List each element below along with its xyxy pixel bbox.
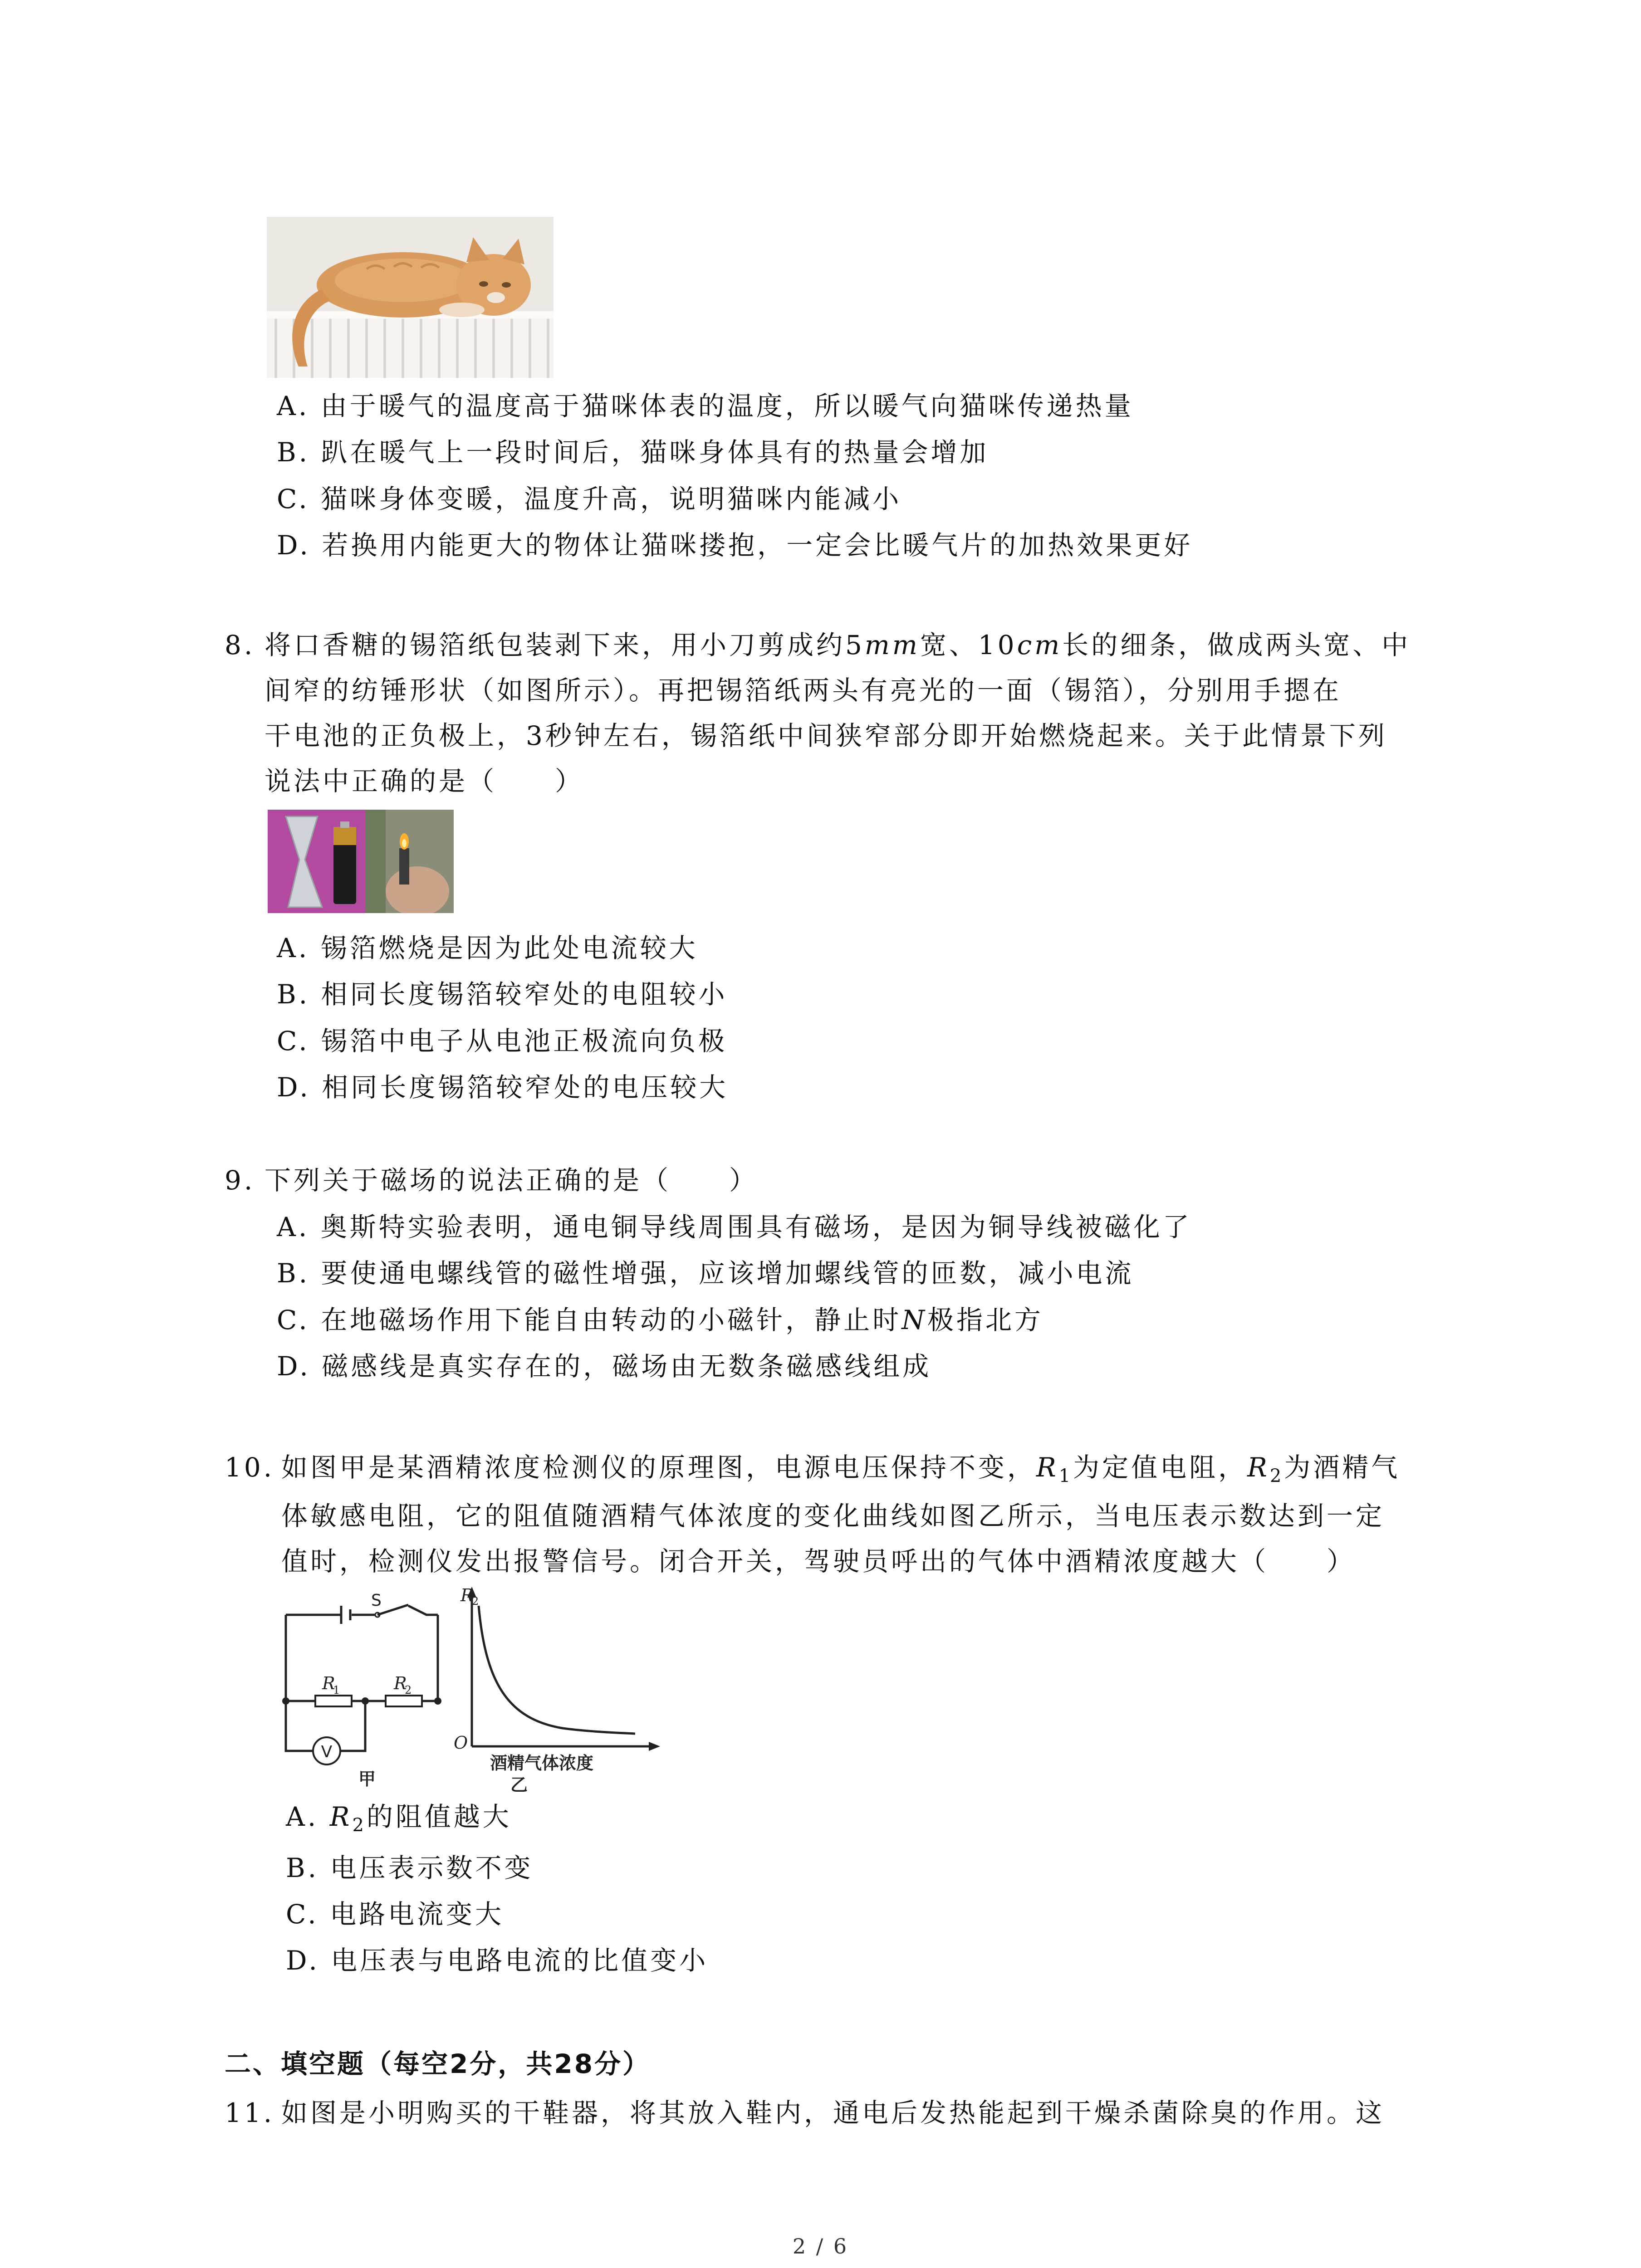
q7-option-d: D. 若换用内能更大的物体让猫咪搂抱，一定会比暖气片的加热效果更好 [277,530,1193,561]
q10-number: 10. [225,1452,275,1483]
cat-on-radiator-image [267,217,554,378]
q9-option-b: B. 要使通电螺线管的磁性增强，应该增加螺线管的匝数，减小电流 [277,1258,1134,1289]
q9-stem: 下列关于磁场的说法正确的是（ ） [265,1165,759,1196]
tin-foil-battery-image [268,810,454,913]
fig-jia-label: 甲 [358,1769,376,1789]
voltmeter-label: V [321,1743,333,1761]
q8-stem-line1: 将口香糖的锡箔纸包装剥下来，用小刀剪成约5mm宽、10cm长的细条，做成两头宽、中 [265,630,1411,660]
r2-label: R [394,1673,407,1693]
r1-sub: 1 [333,1684,340,1696]
graph-y-axis-label: R [460,1585,474,1605]
q10-option-a: A. $R_2$的阻值越大 [286,1801,512,1836]
q9-option-c: C. 在地磁场作用下能自由转动的小磁针，静止时N极指北方 [277,1305,1043,1335]
q10-option-b: B. 电压表示数不变 [286,1853,534,1883]
q10-option-c: C. 电路电流变大 [286,1899,505,1930]
r1-label: R [322,1673,335,1693]
section-2-title: 二、填空题（每空2分，共28分） [225,2048,651,2079]
q10-circuit-and-graph [272,1583,662,1792]
q7-option-a: A. 由于暖气的温度高于猫咪体表的温度，所以暖气向猫咪传递热量 [277,391,1134,421]
q9-option-d: D. 磁感线是真实存在的，磁场由无数条磁感线组成 [277,1351,932,1382]
r2-sub: 2 [405,1684,412,1696]
switch-label: S [371,1591,382,1610]
page-number: 2 / 6 [792,2234,849,2258]
q10-stem-line1: 如图甲是某酒精浓度检测仪的原理图，电源电压保持不变，$R_1$为定值电阻，$R_2$为酒精气 [281,1452,1401,1486]
q8-stem-line4: 说法中正确的是（ ） [265,766,584,797]
graph-origin-label: O [454,1733,468,1753]
graph-y-axis-sub: 2 [472,1595,479,1608]
q9-number: 9. [225,1165,255,1196]
q8-stem-line2: 间窄的纺锤形状（如图所示）。再把锡箔纸两头有亮光的一面（锡箔），分别用手摁在 [265,675,1342,706]
q7-option-b: B. 趴在暖气上一段时间后，猫咪身体具有的热量会增加 [277,437,989,468]
q10-stem-line3: 值时，检测仪发出报警信号。闭合开关，驾驶员呼出的气体中酒精浓度越大（ ） [281,1546,1356,1577]
q11-stem-line1: 如图是小明购买的干鞋器，将其放入鞋内，通电后发热能起到干燥杀菌除臭的作用。这 [281,2097,1385,2128]
q8-option-d: D. 相同长度锡箔较窄处的电压较大 [277,1072,729,1103]
q8-stem-line3: 干电池的正负极上，3秒钟左右，锡箔纸中间狭窄部分即开始燃烧起来。关于此情景下列 [265,720,1387,751]
q9-option-a: A. 奥斯特实验表明，通电铜导线周围具有磁场，是因为铜导线被磁化了 [277,1212,1192,1242]
q11-number: 11. [225,2097,275,2128]
q10-option-d: D. 电压表与电路电流的比值变小 [286,1945,709,1976]
q8-option-a: A. 锡箔燃烧是因为此处电流较大 [277,933,698,963]
q8-number: 8. [225,630,255,660]
fig-yi-label: 乙 [510,1775,528,1792]
q10-stem-line2: 体敏感电阻，它的阻值随酒精气体浓度的变化曲线如图乙所示，当电压表示数达到一定 [281,1501,1385,1531]
q8-option-c: C. 锡箔中电子从电池正极流向负极 [277,1026,728,1056]
q7-option-c: C. 猫咪身体变暖，温度升高，说明猫咪内能减小 [277,484,902,514]
q8-option-b: B. 相同长度锡箔较窄处的电阻较小 [277,979,728,1010]
graph-x-axis-label: 酒精气体浓度 [490,1753,594,1773]
